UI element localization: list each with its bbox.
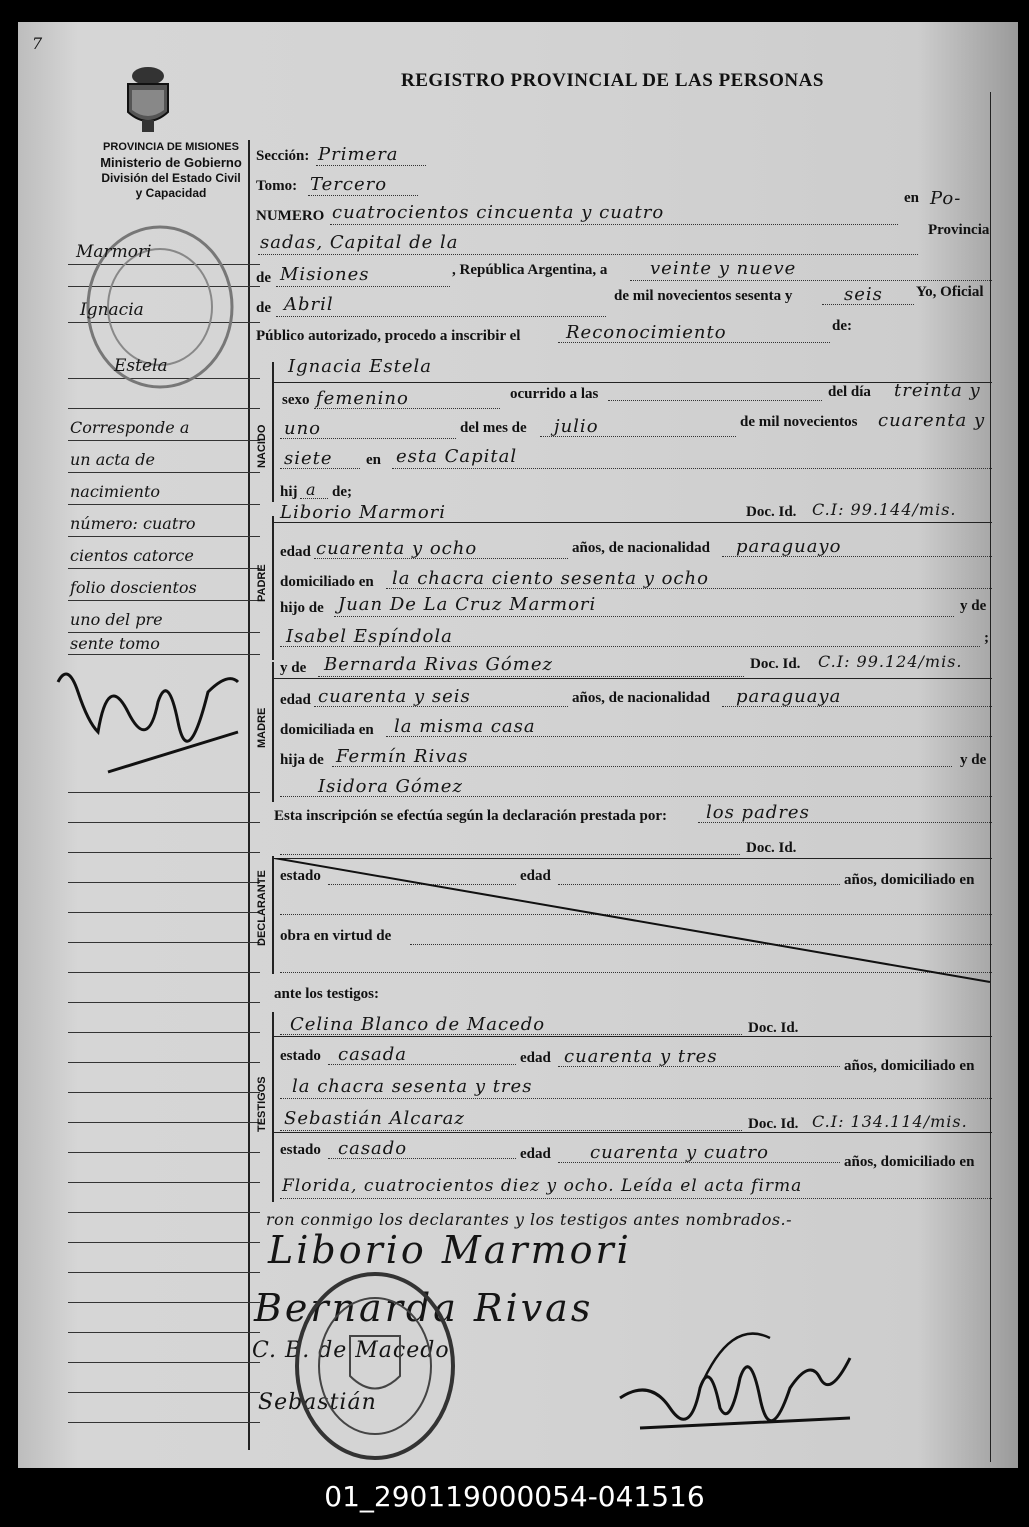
- madre-dom-value: la misma casa: [394, 716, 536, 737]
- padre-doc-value: C.I: 99.144/mis.: [812, 500, 957, 519]
- dia-value: treinta y: [894, 380, 981, 401]
- dia2-value: uno: [284, 418, 322, 439]
- division-label: División del Estado Civil: [101, 171, 241, 185]
- margin-rule: [248, 140, 250, 1450]
- margin-note-1: Corresponde a: [70, 418, 190, 437]
- signature-father: Liborio Marmori: [268, 1228, 632, 1272]
- testigo2-value: Sebastián Alcaraz: [284, 1108, 465, 1129]
- signature-witness-1: C. B. de Macedo: [252, 1338, 450, 1363]
- padre-edad-value: cuarenta y ocho: [316, 538, 478, 559]
- side-label-madre: MADRE: [256, 707, 268, 748]
- margin-name-1: Ignacia: [80, 300, 144, 320]
- side-label-declarante: DECLARANTE: [256, 870, 268, 946]
- corner-mark: 7: [32, 34, 44, 53]
- margin-note-3: nacimiento: [70, 482, 161, 501]
- side-label-testigos: TESTIGOS: [256, 1076, 268, 1132]
- madre-padre-value: Fermín Rivas: [336, 746, 469, 767]
- padre-madre-value: Isabel Espíndola: [286, 626, 453, 647]
- bottom-official-stamp-icon: [290, 1266, 460, 1466]
- margin-name-2: Estela: [114, 356, 168, 376]
- madre-madre-value: Isidora Gómez: [318, 776, 463, 797]
- side-label-padre: PADRE: [256, 564, 268, 602]
- seccion-value: Primera: [318, 144, 399, 165]
- footer-bar: [0, 1476, 1029, 1527]
- margin-note-8: sente tomo: [70, 634, 160, 653]
- margin-note-7: uno del pre: [70, 610, 163, 629]
- mes-nac-value: julio: [554, 416, 599, 437]
- anio-value: seis: [844, 284, 883, 305]
- padre-value: Liborio Marmori: [280, 502, 447, 523]
- madre-nac-value: paraguaya: [736, 686, 842, 707]
- tomo-value: Tercero: [310, 174, 388, 195]
- margin-note-2: un acta de: [70, 450, 155, 469]
- declarado-por-value: los padres: [706, 802, 810, 823]
- testigo2-dom-value: Florida, cuatrocientos diez y ocho. Leída el acta firma: [282, 1176, 803, 1196]
- division-label-2: y Capacidad: [135, 186, 207, 200]
- margin-signature-icon: [48, 652, 248, 782]
- nombre-value: Ignacia Estela: [288, 356, 432, 377]
- ministry-label: Ministerio de Gobierno: [100, 155, 242, 170]
- province-label: PROVINCIA DE MISIONES: [103, 141, 239, 153]
- numero-value: cuatrocientos cincuenta y cuatro: [332, 202, 665, 223]
- document-title: REGISTRO PROVINCIAL DE LAS PERSONAS: [401, 70, 824, 91]
- padre-padre-value: Juan De La Cruz Marmori: [338, 594, 597, 615]
- closing-text: ron conmigo los declarantes y los testigos antes nombrados.-: [266, 1210, 793, 1229]
- officer-signature-icon: [610, 1318, 870, 1448]
- testigo1-edad-value: cuarenta y tres: [564, 1046, 718, 1067]
- lugar-value: esta Capital: [396, 446, 518, 467]
- testigo2-doc-value: C.I: 134.114/mis.: [812, 1112, 968, 1131]
- madre-value: Bernarda Rivas Gómez: [324, 654, 553, 675]
- anio-nac-value: cuarenta y: [878, 410, 986, 431]
- testigo1-estado-value: casada: [338, 1044, 408, 1065]
- hij-suffix-value: a: [306, 480, 317, 499]
- padre-nac-value: paraguayo: [736, 536, 842, 557]
- right-rule: [990, 92, 991, 1462]
- ciudad-value: sadas, Capital de la: [260, 232, 459, 253]
- signature-witness-2: Sebastián: [258, 1390, 377, 1415]
- sexo-value: femenino: [316, 388, 409, 409]
- fecha-dia-value: veinte y nueve: [650, 258, 797, 279]
- testigo1-value: Celina Blanco de Macedo: [290, 1014, 546, 1035]
- mes-value: Abril: [284, 294, 334, 315]
- side-label-nacido: NACIDO: [256, 424, 268, 468]
- margin-note-6: folio doscientos: [70, 578, 197, 597]
- testigo1-dom-value: la chacra sesenta y tres: [292, 1076, 533, 1097]
- padre-dom-value: la chacra ciento sesenta y ocho: [392, 568, 709, 589]
- strike-through-line: [274, 858, 994, 986]
- margin-surname: Marmori: [76, 242, 152, 262]
- madre-edad-value: cuarenta y seis: [318, 686, 471, 707]
- signature-mother: Bernarda Rivas: [254, 1286, 594, 1330]
- anio-nac2-value: siete: [284, 448, 333, 469]
- coat-of-arms-icon: [118, 64, 178, 136]
- document-page: 7 PROVINCIA DE MISIONES Ministerio de Gobierno División del Estado Civil y Capacidad REGISTRO PROVINCIAL DE LAS PERSONAS Marmori Ignacia Estela Corresponde a un acta de nacimiento número: cuatro cientos catorce folio doscientos uno del pre sente tomo Sección: Primera Tomo: Tercero NUMERO cuatrocientos cincuenta y cuatro en Po- sadas, Capital de la Provincia de Misiones , República Argentina, a veinte y nueve de Abril de mil novecientos sesenta y seis Yo, Oficial Público autorizado, procedo a inscribir el Reconocimiento de: NACIDO Ignacia Estela sexo femenino ocurrido a las del día treinta y uno del mes de julio de mil novecientos cuarenta y siete en esta Capital hij a de; PADRE Liborio Marmori Doc. Id. C.I: 99.144/mis. edad cuarenta y ocho años, de nacionalidad paraguayo domiciliado en la chacra ciento sesenta y ocho hijo de Juan De La Cruz Marmori y de Isabel Espíndola ; MADRE y de Bernarda Rivas Gómez Doc. Id. C.I: 99.124/mis. edad cuarenta y seis años, de nacionalidad paraguaya domiciliada en la misma casa hija de Fermín Rivas y de Isidora Gómez Esta inscripción se efectúa según la declaración prestada por: los padres DECLARANTE Doc. Id. estado edad años, domiciliado en obra en virtud de ante los testigos: TESTIGOS Celina Blanco de Macedo Doc. Id. estado casada edad cuarenta y tres años, domiciliado en la chacra sesenta y tres Sebastián Alcaraz Doc. Id. C.I: 134.114/mis. estado casado edad cuarenta y cuatro años, domiciliado en Florida, cuatrocientos diez y ocho. Leída el acta firma ron conmigo los declarantes y los testigos antes nombrados.- Liborio Marmori Bernarda Rivas C. B. de Macedo Sebastián: [18, 22, 1018, 1468]
- testigo2-estado-value: casado: [338, 1138, 408, 1159]
- en-value: Po-: [930, 188, 962, 209]
- madre-doc-value: C.I: 99.124/mis.: [818, 652, 963, 671]
- image-id-label: 01_290119000054-041516: [324, 1480, 705, 1513]
- margin-note-4: número: cuatro: [70, 514, 196, 533]
- margin-note-5: cientos catorce: [70, 546, 194, 565]
- acto-value: Reconocimiento: [566, 322, 727, 343]
- provincia-value: Misiones: [280, 264, 370, 285]
- testigo2-edad-value: cuarenta y cuatro: [590, 1142, 769, 1163]
